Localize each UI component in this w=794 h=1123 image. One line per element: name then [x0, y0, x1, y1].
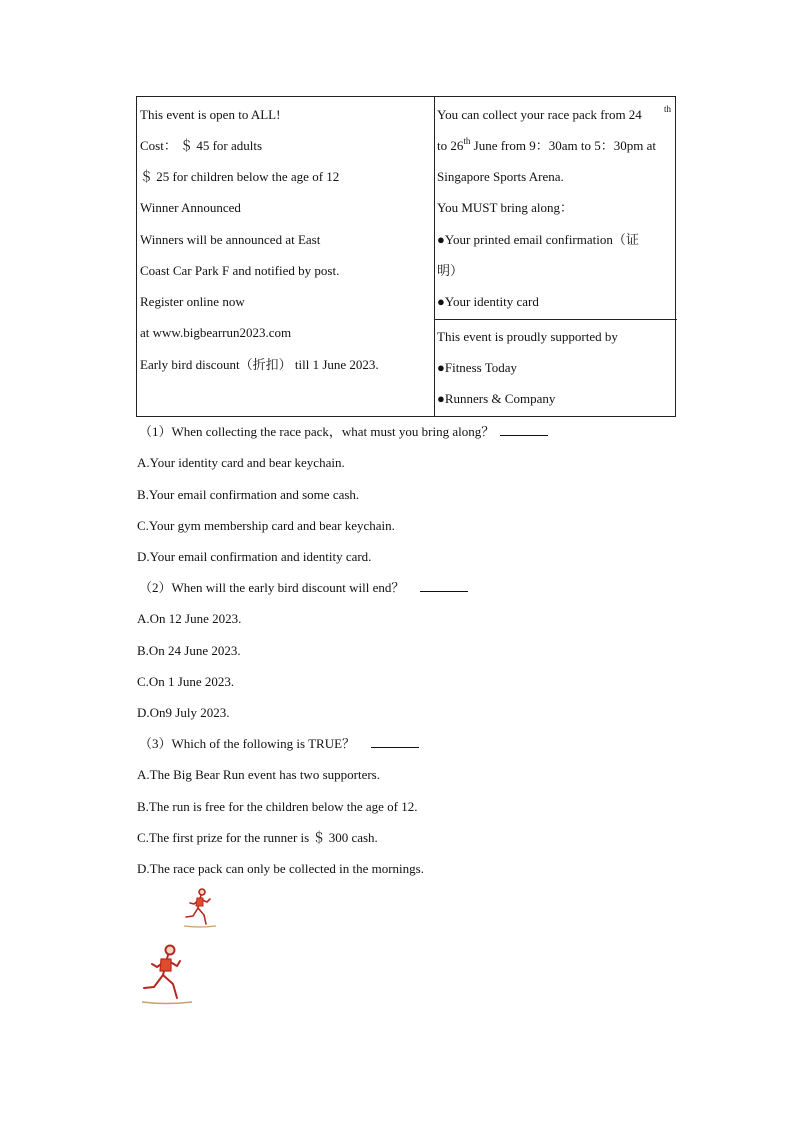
event-open-text: This event is open to ALL!	[140, 107, 281, 122]
answer-blank	[500, 424, 548, 436]
supporter-2: ●Runners & Company	[437, 391, 556, 406]
question-1-option-d: D.Your email confirmation and identity card.	[137, 549, 372, 564]
question-2-option-d: D.On9 July 2023.	[137, 705, 230, 720]
early-bird-text: Early bird discount（折扣） till 1 June 2023.	[140, 357, 379, 372]
runner-figure-large	[144, 946, 180, 999]
winner-text-1: Winners will be announced at East	[140, 232, 321, 247]
question-3-option-d: D.The race pack can only be collected in the mornings.	[137, 861, 424, 876]
question-3-option-b: B.The run is free for the children below the age of 12.	[137, 799, 418, 814]
bring-item-email-cont: 明）	[437, 263, 464, 278]
supporters-heading: This event is proudly supported by	[437, 329, 618, 344]
winner-text-2: Coast Car Park F and notified by post.	[140, 263, 340, 278]
runner-figure-small	[186, 889, 210, 924]
cost-adults-text: Cost： ＄ 45 for adults	[140, 138, 263, 153]
question-1-stem: （1）When collecting the race pack，what must you bring along？	[139, 424, 548, 440]
question-1-option-b: B.Your email confirmation and some cash.	[137, 487, 360, 502]
question-3-option-a: A.The Big Bear Run event has two supporters.	[137, 767, 380, 782]
ground-line	[184, 926, 216, 927]
winner-heading: Winner Announced	[140, 200, 241, 215]
collect-line-1: You can collect your race pack from 24	[437, 107, 642, 122]
ground-line	[142, 1002, 192, 1004]
register-text: Register online now	[140, 294, 245, 309]
table-column-divider	[434, 97, 435, 416]
question-1-option-a: A.Your identity card and bear keychain.	[137, 455, 345, 470]
question-3-stem: （3）Which of the following is TRUE？	[139, 736, 419, 752]
table-row-divider	[434, 319, 677, 320]
bring-item-id: ●Your identity card	[437, 294, 539, 309]
register-url: at www.bigbearrun2023.com	[140, 325, 292, 340]
question-1-option-c: C.Your gym membership card and bear keychain.	[137, 518, 395, 533]
question-2-stem: （2）When will the early bird discount will end？	[139, 580, 468, 596]
must-bring-heading: You MUST bring along：	[437, 200, 574, 215]
collect-line-1-sup: th	[664, 104, 672, 114]
cost-children-text: ＄ 25 for children below the age of 12	[140, 169, 340, 184]
runner-illustration-large	[136, 942, 196, 1006]
question-2-option-b: B.On 24 June 2023.	[137, 643, 241, 658]
runner-illustration-small	[180, 886, 220, 930]
question-2-option-a: A.On 12 June 2023.	[137, 611, 242, 626]
question-2-option-c: C.On 1 June 2023.	[137, 674, 235, 689]
collect-venue: Singapore Sports Arena.	[437, 169, 564, 184]
event-info-table	[136, 96, 676, 417]
collect-line-2: to 26th June from 9：30am to 5：30pm at	[437, 136, 656, 153]
supporter-1: ●Fitness Today	[437, 360, 518, 375]
question-3-option-c: C.The first prize for the runner is ＄ 300 cash.	[137, 830, 378, 845]
bring-item-email: ●Your printed email confirmation（证	[437, 232, 639, 247]
answer-blank	[420, 580, 468, 592]
answer-blank	[371, 736, 419, 748]
